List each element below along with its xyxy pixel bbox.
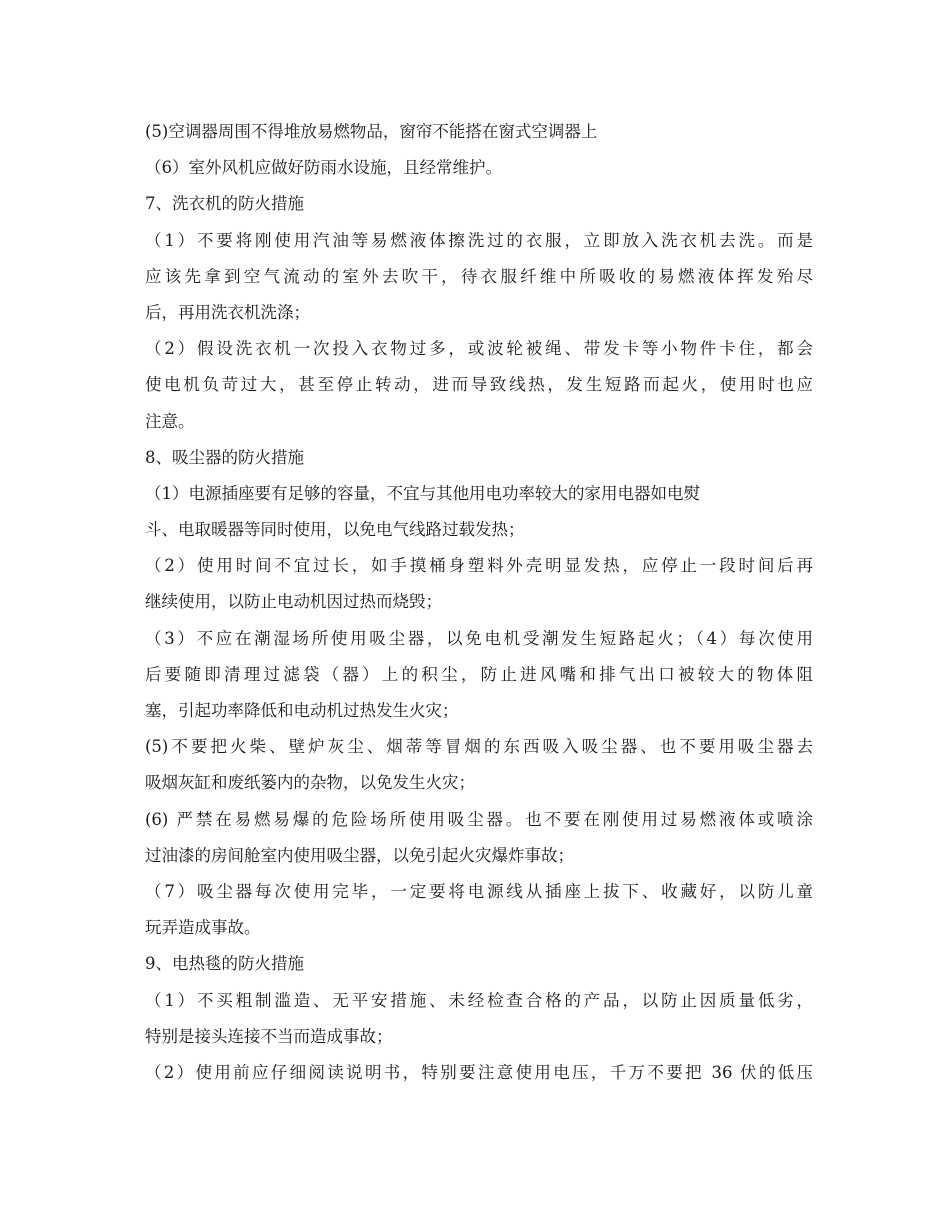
text-line: 注意。 xyxy=(145,411,195,431)
text-line: 玩弄造成事故。 xyxy=(145,918,261,938)
section-heading: 8、吸尘器的防火措施 xyxy=(145,447,304,467)
text-line: 特别是接头连接不当而造成事故； xyxy=(145,1026,393,1046)
text-line: 后要随即清理过滤袋（器）上的积尘，防止进风嘴和排气出口被较大的物体阻 xyxy=(145,664,813,684)
text-line: (5)空调器周围不得堆放易燃物品，窗帘不能搭在窗式空调器上 xyxy=(145,122,598,141)
text-line: （1）不要将刚使用汽油等易燃液体擦洗过的衣服，立即放入洗衣机去洗。而是 xyxy=(145,230,813,250)
text-line: (5)不要把火柴、壁炉灰尘、烟蒂等冒烟的东西吸入吸尘器、也不要用吸尘器去 xyxy=(145,737,813,757)
text-line: （2）使用时间不宜过长，如手摸桶身塑料外壳明显发热，应停止一段时间后再 xyxy=(145,556,813,576)
text-line: 塞，引起功率降低和电动机过热发生火灾； xyxy=(145,701,459,720)
section-heading: 9、电热毯的防火措施 xyxy=(145,954,304,974)
text-line: 继续使用，以防止电动机因过热而烧毁； xyxy=(145,592,442,612)
document-page xyxy=(145,114,813,1091)
text-line: 使电机负苛过大，甚至停止转动，进而导致线热，发生短路而起火，使用时也应 xyxy=(145,375,813,395)
text-line: （2）使用前应仔细阅读说明书，特别要注意使用电压，千万不要把 36 伏的低压 xyxy=(145,1062,813,1082)
text-line: （3）不应在潮湿场所使用吸尘器，以免电机受潮发生短路起火；（4）每次使用 xyxy=(145,628,813,648)
section-heading: 7、洗衣机的防火措施 xyxy=(145,194,304,214)
text-line: 斗、电取暖器等同时使用，以免电气线路过载发热； xyxy=(145,520,525,540)
text-line: 应该先拿到空气流动的室外去吹干，待衣服纤维中所吸收的易燃液体挥发殆尽 xyxy=(145,266,813,286)
text-line: (6) 严禁在易燃易爆的危险场所使用吸尘器。也不要在刚使用过易燃液体或喷涂 xyxy=(145,809,813,829)
text-line: （2）假设洗衣机一次投入衣物过多，或波轮被绳、带发卡等小物件卡住，都会 xyxy=(145,339,813,359)
text-line: 过油漆的房间舱室内使用吸尘器，以免引起火灾爆炸事故； xyxy=(145,845,574,865)
text-line: （7）吸尘器每次使用完毕，一定要将电源线从插座上拔下、收藏好，以防儿童 xyxy=(145,881,813,901)
text-line: （1）电源插座要有足够的容量，不宜与其他用电功率较大的家用电器如电熨 xyxy=(145,483,700,503)
text-line: 后，再用洗衣机洗涤； xyxy=(145,302,310,322)
text-line: （6）室外风机应做好防雨水设施，且经常维护。 xyxy=(145,158,502,178)
text-line: （1）不买粗制滥造、无平安措施、未经检查合格的产品，以防止因质量低劣， xyxy=(145,990,813,1010)
text-line: 吸烟灰缸和废纸篓内的杂物，以免发生火灾； xyxy=(145,773,475,793)
